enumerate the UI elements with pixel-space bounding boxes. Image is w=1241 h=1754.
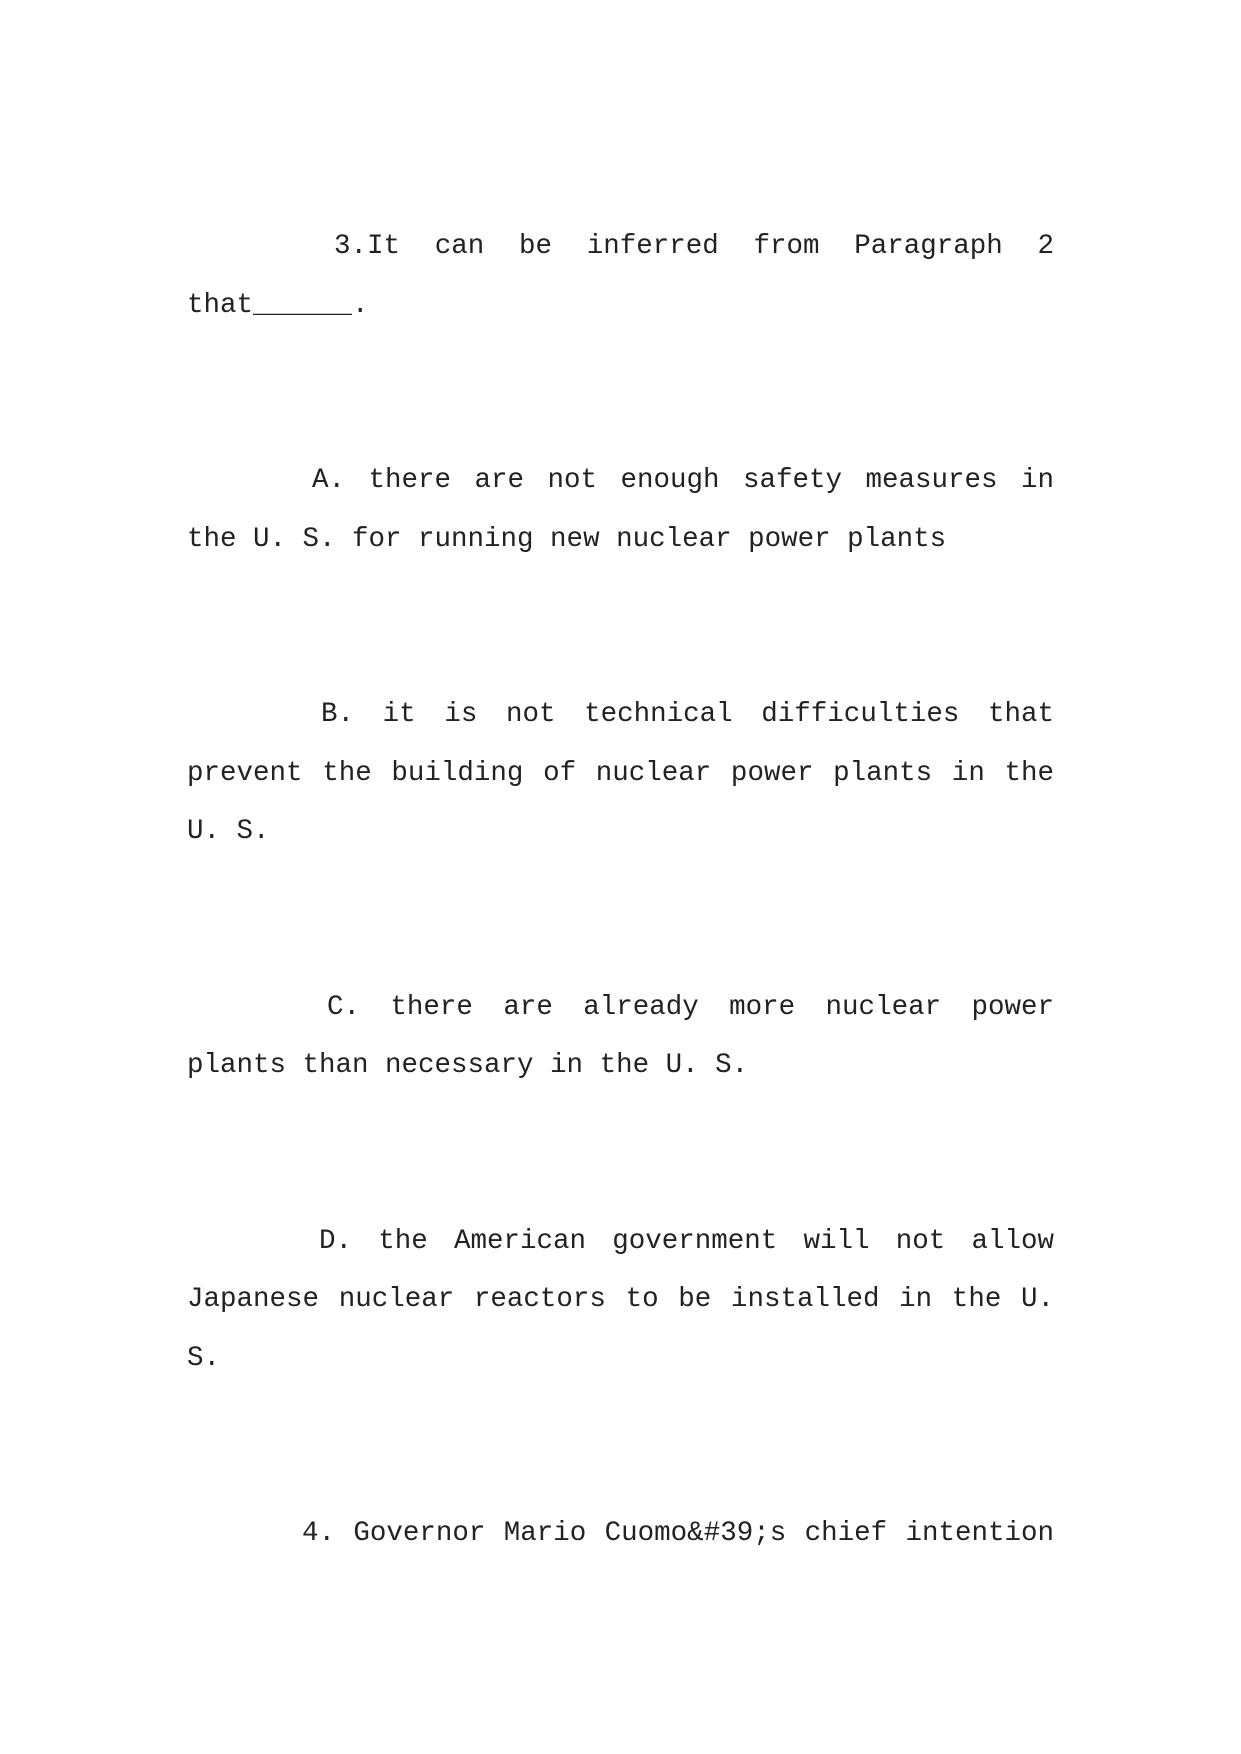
option-c (187, 979, 1054, 1096)
option-a-text: there are not enough safety measures in the U. S. for running new nuclear power plants (187, 465, 1054, 555)
document-page (187, 218, 1054, 1681)
option-c-label: C. (327, 991, 361, 1023)
option-c-text: there are already more nuclear power plants than necessary in the U. S. (187, 991, 1054, 1081)
option-d-text: the American government will not allow Japanese nuclear reactors to be installed in the U. S. (187, 1225, 1054, 1374)
question-4-stem: 4. Governor Mario Cuomo&#39;s chief intention (302, 1518, 1054, 1549)
option-a-label: A. (312, 465, 346, 496)
option-d (187, 1213, 1054, 1389)
option-d-label: D. (319, 1225, 353, 1257)
option-b-label: B. (321, 699, 355, 730)
option-b (187, 686, 1054, 862)
option-a (187, 452, 1054, 569)
option-b-text: it is not technical difficulties that prevent the building of nuclear power plants in the U. S. (187, 699, 1054, 847)
question-3-stem: 3.It can be inferred from Paragraph 2 that______. (187, 231, 1054, 321)
